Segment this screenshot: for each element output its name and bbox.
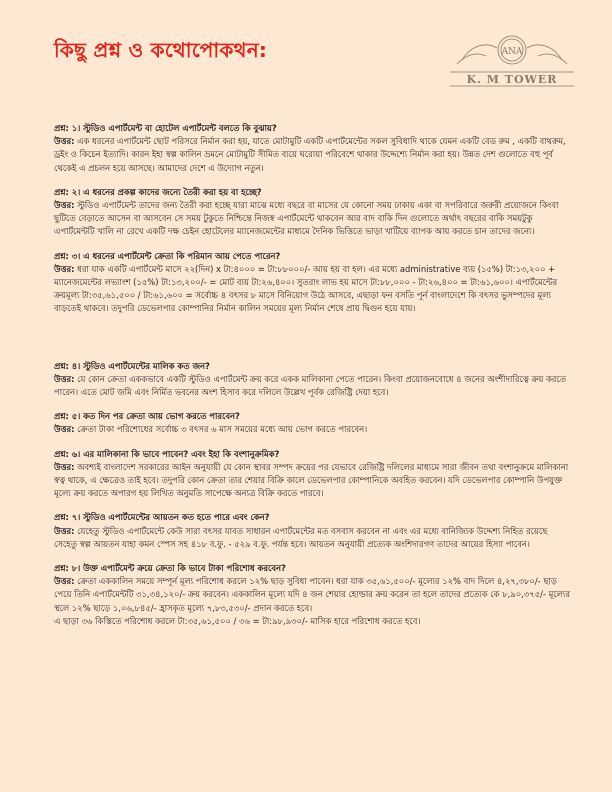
answer: উত্তর: ধরা যাক একটি এপার্টমেন্ট মাসে ২২(দিন) x টা:৪০০০ = টা:৮৮০০০/- আয় হয় বা হল। এর মধ্যে administrative ব্যয় (১৫%) টা:১৩,২০০ + ম্যানেজমেন্টের লভ্যাংশ (১৫%) টা:১৩,২০০/- = মোট ব্যয় টা:২৬,৪০০। সুতরাং লাভ হয় মাসে টা:৮৮,০০০ - টা:২৬,৪০০ = টা:৬১,৬০০। এপার্টমেন্টের ক্রয়মূল্য টা:৩৫,৬১,৫০০ / টা:৬১,৬০০ = সর্বোচ্চ ৪ বৎসর ৮ মাসে বিনিয়োগ উঠে আসবে, এছাড়া ফন বসতি পূর্ন বাংলাদেশে কি বৎসর ভুসম্পদের মূল্য বাড়তেই থাকবে। তদুপরি ডেভেলপার কোম্পানির নির্মান কালিন সময়ের মূল্য নির্মান শেষে প্রায় দ্বিগুন হয়ে যায়।: [54, 263, 558, 314]
qa-item-7: [54, 511, 572, 551]
question: প্রশ্ন: ৩। এ ধরনের এপার্টমেন্ট ক্রেতা কি পরিমান আয় পেতে পারেন?: [54, 250, 281, 261]
answer: উত্তর: ক্রেতা এককালিন সময়ে সম্পূর্ন মূল্য পরিশোধ করলে ১২% ছাড় সুবিধা পাবেন। ধরা যাক ৩৫,৬১,৫০০/- মূল্যের ১২% বাদ দিলে ৪,২৭,৩৮০/- ছাড় পেয়ে তিনি এপার্টমেন্টটি ৩১,৩৪,১২০/- ক্রয় করবেন। এককালিন মূল্যে যদি ৪ জন শেয়ার হোল্ডার ক্রয় করেন তা হলে তাদের প্রত্যেক কে ৮,৯০,৩৭৫/- মূল্যের স্থলে ১২% ছাড়ে ১,০৬,৮৪৫/- হ্রাসকৃত মূল্যে ৭,৮৩,৫৩০/- প্রদান করতে হবে।: [54, 576, 570, 613]
qa-item-8: [54, 562, 572, 628]
logo-name: K. M TOWER: [466, 73, 558, 86]
logo-monogram: ANA: [501, 47, 523, 57]
answer: উত্তর: অবশ্যই বাংলাদেশ সরকারের আইন অনুযায়ী যে কোন স্থাবর সম্পদ ক্রয়ের পর যেভাবে রেজিষ্ট্রি দলিলের মাধ্যমে সারা জীবন তথা বংশানুক্রমে মালিকানা স্বত্ব থাকে, এ ক্ষেত্রেও তাই হবে। তদুপরি কোন ক্রেতা তার শেয়ার বিক্রি কালে ডেভেলপার কোম্পানিকে অবহিত করবেন। যদি ডেভেলপার কোম্পানি উপযুক্ত মূল্যে ক্রয় করতে অপারগ হয় লিখিত অনুমতি সাপেক্ষে অন্যত্র বিক্রি করতে পারবে।: [54, 461, 569, 499]
qa-item-5: [54, 410, 572, 436]
qa-item-3: [54, 250, 572, 316]
company-logo: [442, 30, 582, 92]
answer: উত্তর: যে কোন ক্রেতা এককভাবে একটি স্টুডিও এপার্টমেন্ট ক্রয় করে একক মালিকানা পেতে পারেন। কিংবা প্রয়োজনবোধে ৪ জনের অংশীদারিত্বে ক্রয় করতে পারেন। এতে মোট জমি এবং নির্মিত ভবনের অংশ হিসাব করে দলিলে উল্লেখ পূর্বক রেজিষ্ট্রি দেয়া হবে।: [54, 373, 567, 398]
question: প্রশ্ন: ৫। কত দিন পর ক্রেতা আয় ভোগ করতে পারবেন?: [54, 411, 240, 422]
answer: উত্তর: যেহেতু স্টুডিও এপার্টমেন্টে কেউ সারা বৎসর যাবত সাধারন এপার্টমেন্টের মত বসবাস করবেন না এবং এর মধ্যে বানিজ্যিক উদ্দেশ্য নিহিত রয়েছে সেহেতু স্বল্প আয়তন যাহা কমন স্পেস সহ ৪১৮ ব.ফু. - ৫২৯ ব.ফু. পর্যন্ত হবে। আয়তন অনুযায়ী প্রত্যেক অংশিদারগণ তাদের আয়ের হিস্যা পাবেন।: [54, 525, 548, 549]
ornate-building-logo-icon: [442, 30, 582, 92]
qa-item-2: [54, 186, 572, 239]
qa-item-6: [54, 448, 572, 501]
question: প্রশ্ন: ১। স্টুডিও এপার্টমেন্ট বা হোটেল এপার্টমেন্ট বলতে কি বুঝায়?: [54, 123, 277, 133]
qa-item-4: [54, 360, 572, 400]
question: প্রশ্ন: ৪। স্টুডিও এপার্টমেন্টের মালিক কত জন?: [54, 360, 210, 371]
installment-note: এ ছাড়া ৩৬ কিস্তিতে পরিশোধ করলে টা:৩৫,৬১,৫০০ / ৩৬ = টা:৯৮,৯৩০/- মাসিক হারে পরিশোধ করতে হবে।: [54, 615, 421, 626]
answer: উত্তর: ক্রেতা টাকা পরিশোধের সর্বোচ্চ ৩ বৎসর ৬ মাস সময়ের মধ্যে আয় ভোগ করতে পারবেন।: [54, 424, 368, 435]
page-title: কিছু প্রশ্ন ও কথোপোকথন:: [54, 38, 268, 62]
answer: উত্তর: এক ধরনের এপার্টমেন্ট ছোট পরিসরে নির্মান করা হয়, যাতে মোটামুটি একটি এপার্টমেন্টের সকল সুবিধাদি থাকে যেমন একটি বেড রুম , একটি বাথরুম, ড্রইং ও কিচেন ইত্যাদি। কারন ইহা স্বল্প কালিন ভ্রমনে মোটামুটি সীমিত ব্যয়ে ঘরোয়া পরিবেশে থাকার উদ্দেশ্যে নির্মান করা হয়। উন্নত দেশ গুলোতে বহু পূর্ব থেকেই এ প্রচলন হয়ে আসছে। আমাদের দেশে এ উদ্যোগ নতুন।: [54, 136, 566, 173]
qa-list: [54, 122, 572, 639]
question: প্রশ্ন: ৮। উক্ত এপার্টমেন্ট ক্রয়ে ক্রেতা কি ভাবে টাকা পরিশোধ করবেন?: [54, 563, 286, 574]
question: প্রশ্ন: ৭। স্টুডিও এপার্টমেন্টের আয়তন কত হতে পারে এবং কেন?: [54, 512, 270, 523]
question: প্রশ্ন: ৬। এর মালিকানা কি ভাবে পাবেন? এবং ইহা কি বংশানুক্রমিক?: [54, 448, 280, 459]
qa-item-1: [54, 122, 572, 175]
answer: উত্তর: স্টুডিও এপার্টমেন্ট তাদের জন্য তৈরী করা হচ্ছে যারা মাঝে মধ্যে বছরে বা মাসের যে কোনো সময় ঢাকায় একা বা সপরিবারে জরুরী প্রয়োজনে কিংবা ছুটিতে বেড়াতে আসেন বা আসবেন সে সময় টুকুতে নিশ্চিন্তে নিজস্ব এপার্টমেন্টে থাকবেন আর বাদ বাকি দিন গুলোতে অর্থাৎ বছরের বাকি সময়টুকু এপার্টমেন্টটি খালি না রেখে একটি দক্ষ চেইন হোটেলের ম্যানেজমেন্টের মাধ্যমে দৈনিক ভিত্তিতে ভাড়া খাটিয়ে ব্যাপক আয় করতে চান তাদের জন্যে।: [54, 200, 559, 237]
question: প্রশ্ন: ২। এ ধরনের প্রকল্প কাদের জন্যে তৈরী করা হয় বা হচ্ছে?: [54, 186, 262, 197]
